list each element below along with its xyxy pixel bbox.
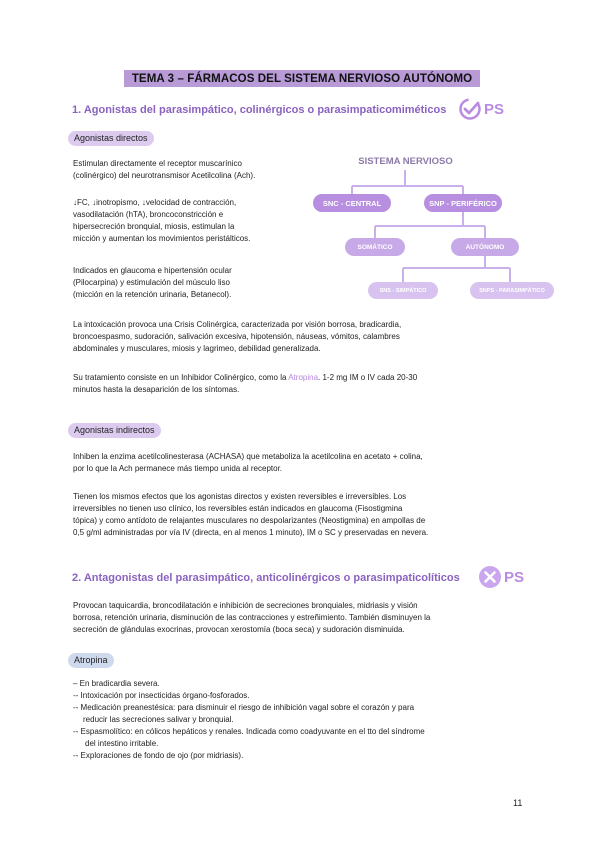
text-line: hipersecreción bronquial, miosis, estimulan la — [73, 222, 235, 231]
agonistas-directos-label: Agonistas directos — [68, 131, 154, 146]
intoxication-paragraph — [73, 319, 401, 355]
text-line: tópica) y como antídoto de relajantes musculares no despolarizantes (Neostigmina) en ampollas de — [73, 516, 426, 525]
text-line: Indicados en glaucoma e hipertensión ocular — [73, 266, 232, 275]
list-item — [73, 750, 543, 762]
atropina-indications-list — [73, 678, 543, 762]
indirect-paragraph-1 — [73, 451, 423, 475]
node-sns-simpatico: SNS - SIMPÁTICO — [368, 282, 438, 299]
check-circle-icon — [458, 97, 482, 121]
page-title: TEMA 3 – FÁRMACOS DEL SISTEMA NERVIOSO AUTÓNOMO — [124, 70, 480, 87]
text-line: reducir las secreciones salivar y bronquial. — [83, 715, 234, 724]
text-line: -- Medicación preanestésica: para disminuir el riesgo de inhibición vagal sobre el corazón y para — [73, 703, 415, 712]
node-autonomo: AUTÓNOMO — [451, 238, 519, 256]
x-circle-icon — [478, 565, 502, 589]
text-line: micción y aumentan los movimientos peristálticos. — [73, 234, 251, 243]
text-line: (colinérgico) del neurotransmisor Acetilcolina (Ach). — [73, 171, 256, 180]
agonistas-indirectos-label: Agonistas indirectos — [68, 423, 161, 438]
treatment-dose: . 1-2 mg IM o IV cada 20-30 — [318, 373, 418, 382]
indirect-paragraph-2 — [73, 491, 428, 539]
text-line — [73, 372, 417, 384]
text-line: La intoxicación provoca una Crisis Colinérgica, caracterizada por visión borrosa, bradicardia, — [73, 320, 402, 329]
direct-paragraph-3 — [73, 265, 232, 301]
list-item — [73, 702, 543, 726]
text-line: (Pilocarpina) y estimulación del músculo liso — [73, 278, 230, 287]
section2-heading: 2. Antagonistas del parasimpático, anticolinérgicos o parasimpaticolíticos — [72, 572, 460, 584]
list-item — [73, 726, 543, 750]
atropina-label: Atropina — [68, 653, 114, 668]
direct-paragraph-1 — [73, 158, 255, 182]
diagram-title: SISTEMA NERVIOSO — [358, 156, 453, 167]
ps-agonist-badge — [458, 97, 504, 121]
treatment-paragraph — [73, 372, 417, 396]
antagonist-paragraph — [73, 600, 430, 636]
text-line: – En bradicardia severa. — [73, 679, 160, 688]
text-line: (micción en la retención urinaria, Betanecol). — [73, 290, 232, 299]
text-line: broncoespasmo, sudoración, salivación excesiva, hipotensión, náuseas, vómitos, calambres — [73, 332, 400, 341]
text-line: Tienen los mismos efectos que los agonistas directos y existen reversibles e irreversibles. Los — [73, 492, 407, 501]
text-line: del intestino irritable. — [85, 739, 159, 748]
text-line: minutos hasta la desaparición de los síntomas. — [73, 385, 240, 394]
ps-badge-text: PS — [504, 568, 525, 586]
node-snp-periferico: SNP - PERIFÉRICO — [424, 194, 502, 212]
node-snps-parasimpatico: SNPS - PARASIMPÁTICO — [470, 282, 554, 299]
text-line: irreversibles no tienen uso clínico, los reversibles están indicados en glaucoma (Fisostigmina — [73, 504, 403, 513]
text-line: -- Exploraciones de fondo de ojo (por midriasis). — [73, 751, 244, 760]
text-line: abdominales y musculares, miosis y lagrimeo, debilidad generalizada. — [73, 344, 321, 353]
text-line: secreción de glándulas exocrinas, provocan xerostomía (boca seca) y sudoración disminuida. — [73, 625, 405, 634]
section1-heading: 1. Agonistas del parasimpático, colinérgicos o parasimpaticomiméticos — [72, 104, 447, 116]
text-line: -- Intoxicación por insecticidas órgano-fosforados. — [73, 691, 250, 700]
text-line: vasodilatación (hTA), broncoconstricción e — [73, 210, 224, 219]
direct-paragraph-2 — [73, 197, 250, 245]
text-line: Estimulan directamente el receptor muscarínico — [73, 159, 242, 168]
text-line: borrosa, retención urinaria, disminución de las contracciones y estreñimiento. También disminuyen la — [73, 613, 431, 622]
node-somatico: SOMÁTICO — [345, 238, 405, 256]
text-line: -- Espasmolítico: en cólicos hepáticos y renales. Indicada como coadyuvante en el tto del síndrome — [73, 727, 425, 736]
atropina-highlight: Atropina — [288, 373, 319, 382]
text-line: 0,5 g/ml administradas por vía IV (directa, en al menos 1 minuto), IM o SC y preservadas en nevera. — [73, 528, 429, 537]
ps-antagonist-badge — [478, 565, 524, 589]
treatment-text: Su tratamiento consiste en un Inhibidor Colinérgico, como la — [73, 373, 289, 382]
text-line: Inhiben la enzima acetilcolinesterasa (ACHASA) que metaboliza la acetilcolina en acetato + colina, — [73, 452, 423, 461]
nervous-system-diagram — [300, 152, 570, 307]
text-line: por lo que la Ach permanece más tiempo unida al receptor. — [73, 464, 283, 473]
list-item — [73, 690, 543, 702]
page-number: 11 — [513, 798, 523, 808]
list-item — [73, 678, 543, 690]
text-line: ↓FC, ↓inotropismo, ↓velocidad de contracción, — [73, 198, 237, 207]
ps-badge-text: PS — [484, 100, 505, 118]
text-line: Provocan taquicardia, broncodilatación e inhibición de secreciones bronquiales, midriasis y visión — [73, 601, 418, 610]
node-snc-central: SNC - CENTRAL — [313, 194, 391, 212]
